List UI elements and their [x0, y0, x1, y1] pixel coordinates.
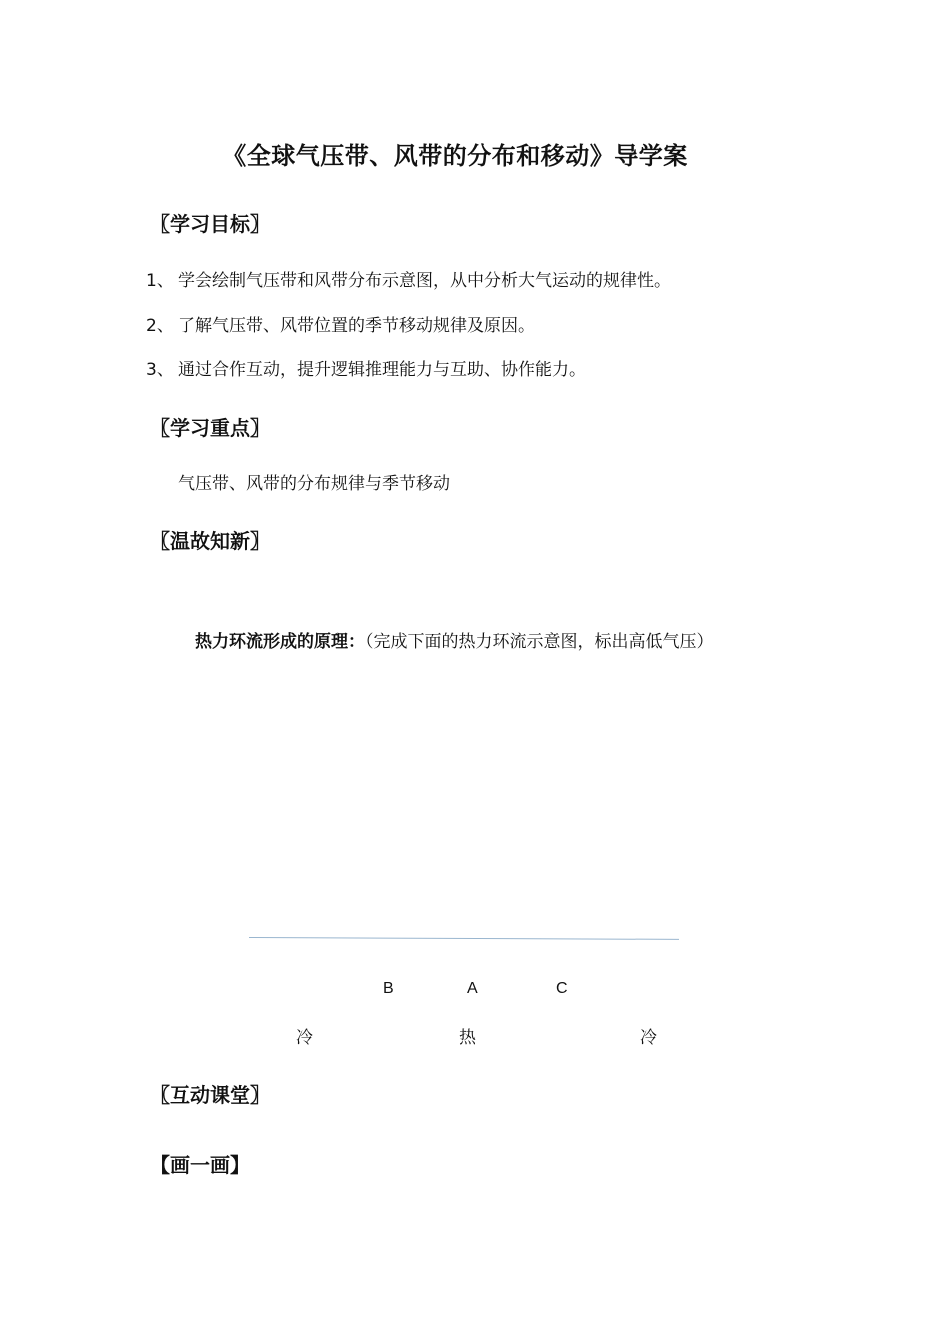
- temperature-right: 冷: [640, 1028, 657, 1048]
- ground-line: [249, 937, 679, 940]
- objective-text: 了解气压带、风带位置的季节移动规律及原因。: [178, 316, 535, 336]
- objective-number: 1、: [146, 271, 174, 291]
- page-title: 《全球气压带、风带的分布和移动》导学案: [222, 142, 688, 170]
- review-heading: 〖温故知新〗: [150, 529, 270, 553]
- point-label-c: C: [556, 980, 568, 997]
- objectives-heading: 〖学习目标〗: [150, 212, 270, 236]
- objective-item-2: [146, 311, 535, 336]
- objective-item-3: [146, 355, 586, 380]
- point-label-a: A: [467, 980, 478, 997]
- objective-number: 2、: [146, 316, 174, 336]
- key-points-heading: 〖学习重点〗: [150, 416, 270, 440]
- prompt-instruction: （完成下面的热力环流示意图，标出高低气压）: [365, 632, 714, 652]
- temperature-center: 热: [459, 1028, 476, 1048]
- point-label-b: B: [383, 980, 394, 997]
- draw-heading: 【画一画】: [150, 1153, 250, 1177]
- interactive-heading: 〖互动课堂〗: [150, 1083, 270, 1107]
- objective-text: 通过合作互动，提升逻辑推理能力与互助、协作能力。: [178, 360, 586, 380]
- temperature-left: 冷: [296, 1028, 313, 1048]
- objective-text: 学会绘制气压带和风带分布示意图，从中分析大气运动的规律性。: [178, 271, 671, 291]
- thermal-circulation-prompt: [195, 627, 714, 652]
- prompt-label: 热力环流形成的原理：: [195, 632, 365, 652]
- key-points-text: 气压带、风带的分布规律与季节移动: [178, 474, 450, 494]
- objective-number: 3、: [146, 360, 174, 380]
- objective-item-1: [146, 266, 671, 291]
